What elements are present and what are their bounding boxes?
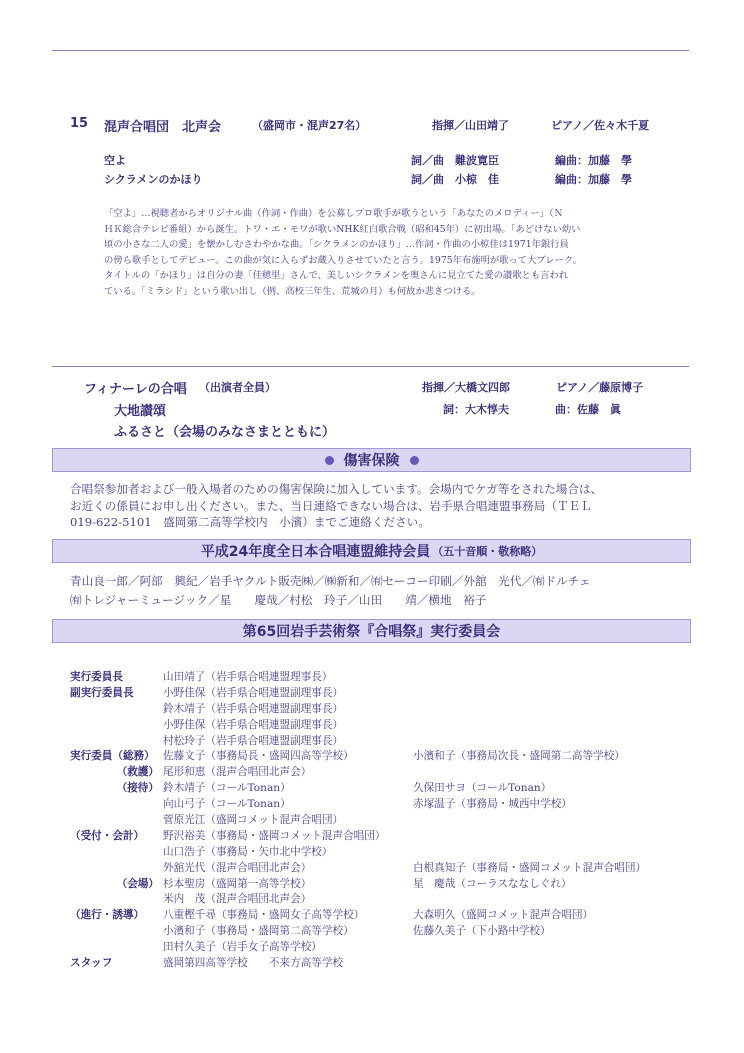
middle-rule [52,366,689,367]
piano-15: ピアノ／佐々木千夏 [551,119,650,132]
description-line: ている。「ミラシド」という歌い出し（例、高校三年生、荒城の月）も何故か悲きつける。 [104,285,481,297]
committee-member: 小野佳保（岩手県合唱連盟副理事長） [163,718,344,731]
committee-row [70,765,710,781]
committee-row [70,908,710,924]
committee-member: 小濱和子（事務局・盛岡第二高等学校） [163,925,354,938]
committee-role [70,718,163,734]
committee-row [70,686,710,702]
committee-role [70,813,163,829]
committee-member: 尾形和恵（混声合唱団北声会） [163,766,312,779]
members-line: ㈲トレジャーミュージック／星 慶哉／村松 玲子／山田 靖／横地 裕子 [70,593,487,607]
committee-member: 久保田サヨ（コールTonan） [413,782,552,795]
committee-role: （受付・会計） [70,829,145,842]
conductor-15: 指揮／山田靖了 [432,119,509,132]
committee-row [70,924,710,940]
committee-member: 佐藤文子（事務局長・盛岡四高等学校） [163,750,354,763]
committee-member: 菅原光江（盛岡コメット混声合唱団） [163,814,344,827]
bullet-icon [325,456,334,465]
committee-role [70,797,163,813]
choir-name: 混声合唱団 北声会 [104,120,222,135]
committee-member: 赤塚温子（事務局・城西中学校） [413,798,572,811]
committee-member: 米内 茂（混声合唱団北声会） [163,893,312,906]
members-line: 青山良一郎／阿部 興紀／岩手ヤクルト販売㈱／㈱新和／㈲セーコー印刷／外舘 光代／㈲ドルチェ [70,574,591,588]
committee-banner [52,619,691,643]
song-title: 空よ [104,154,126,167]
members-heading: 平成24年度全日本合唱連盟維持会員 [200,544,431,560]
committee-role: 実行委員（総務） [70,750,155,763]
finale-title: フィナーレの合唱 [84,382,187,397]
committee-row [70,749,710,765]
committee-role [70,892,163,908]
committee-role: スタッフ [70,957,113,970]
song-arrange: 編曲：加藤 學 [555,154,632,167]
committee-row [70,734,710,750]
committee-row [70,861,710,877]
description-line: 「空よ」…視聴者からオリジナル曲（作詞・作曲）を公募しプロ歌手が歌うという「あなたのメロディー」（Ｎ [104,208,563,219]
committee-member: 杉本聖房（盛岡第一高等学校） [163,877,312,890]
committee-member: 小野佳保（岩手県合唱連盟副理事長） [163,686,344,699]
description-line: タイトルの「かほり」は自分の妻「佳穂里」さんで、美しいシクラメンを奥さんに見立てた愛の讃歌とも言われ [104,270,569,282]
insurance-line: 019-622-5101 盛岡第二高等学校内 小濱）までご連絡ください。 [70,515,430,529]
description-line: ＨＫ総合テレビ番組）から誕生。トワ・エ・モワが歌いNHK紅白歌合戦（昭和45年）に初出場。「あどけない幼い [104,223,581,235]
finale-piano: ピアノ／藤原博子 [556,381,644,394]
program-number: 15 [70,116,89,131]
committee-row [70,829,710,845]
committee-member: 村松玲子（岩手県合唱連盟副理事長） [163,734,344,747]
insurance-text [70,481,602,531]
description-line: 頃の小さな二人の愛」を懐かしむさわやかな曲。「シクラメンのかほり」…作詞・作曲の小椋佳は1971年銀行員 [104,239,569,251]
insurance-banner [52,448,691,472]
committee-role [70,845,163,861]
members-heading-note: （五十音順・敬称略） [432,545,543,558]
committee-role [70,702,163,718]
committee-role: 副実行委員長 [70,686,134,699]
committee-member: 向山弓子（コールTonan） [163,798,291,811]
committee-row [70,956,710,972]
finale-song1-composer: 曲：佐藤 眞 [555,403,621,416]
committee-member: 山口浩子（事務局・矢巾北中学校） [163,845,333,858]
committee-role [70,924,163,940]
committee-row [70,877,710,893]
bullet-icon [410,456,419,465]
program-description [104,206,694,300]
committee-row [70,813,710,829]
members-banner [52,539,691,563]
committee-row [70,718,710,734]
choir-note: （盛岡市・混声27名） [252,119,367,132]
song-arrange: 編曲：加藤 學 [555,173,632,186]
committee-member: 鈴木靖子（コールTonan） [163,782,291,795]
finale-note: （出演者全員） [199,381,276,394]
insurance-line: お近くの係員にお申し出ください。また、当日連絡できない場合は、岩手県合唱連盟事務局（ＴＥＬ [70,498,592,513]
song-lyrics: 詞／曲 小椋 佳 [411,173,499,186]
committee-role: （会場） [116,877,159,890]
finale-conductor: 指揮／大橋文四郎 [422,381,510,394]
committee-role [70,734,163,750]
committee-row [70,702,710,718]
committee-role: 実行委員長 [70,671,123,683]
finale-song2: ふるさと（会場のみなさまとともに） [114,425,336,440]
committee-list [70,670,710,972]
committee-row [70,797,710,813]
committee-member: 星 慶哉（コーラスななしぐれ） [413,877,572,890]
committee-role [70,861,163,877]
committee-member: 佐藤久美子（下小路中学校） [413,925,551,938]
song-title: シクラメンのかほり [104,173,203,186]
committee-role: （救護） [116,766,159,779]
song-lyrics: 詞／曲 難波寛臣 [411,154,499,167]
committee-member: 八重樫千尋（事務局・盛岡女子高等学校） [163,909,365,922]
committee-role: （接待） [116,782,159,795]
committee-member: 白根真知子（事務局・盛岡コメット混声合唱団） [413,861,647,874]
committee-member: 山田靖了（岩手県合唱連盟理事長） [163,671,333,683]
committee-row [70,845,710,861]
finale-song1-lyrics: 詞：大木惇夫 [443,403,509,416]
committee-member: 鈴木靖子（岩手県合唱連盟副理事長） [163,702,344,715]
committee-row [70,670,710,686]
committee-role: （進行・誘導） [70,909,145,922]
description-line: の傍ら歌手としてデビュー。この曲が気に入らずお蔵入りさせていたと言う。1975年布施明が歌って大ブレーク。 [104,254,583,266]
committee-member: 外舘光代（混声合唱団北声会） [163,861,312,874]
committee-member: 野沢裕美（事務局・盛岡コメット混声合唱団） [163,829,386,842]
committee-member: 大森明久（盛岡コメット混声合唱団） [413,909,594,922]
committee-member: 小濱和子（事務局次長・盛岡第二高等学校） [413,750,625,763]
committee-role [70,940,163,956]
committee-row [70,940,710,956]
committee-member: 盛岡第四高等学校 不来方高等学校 [163,957,344,970]
insurance-line: 合唱祭参加者および一般入場者のための傷害保険に加入しています。会場内でケガ等をされた場合は、 [70,482,603,496]
members-text [70,572,591,610]
committee-member: 田村久美子（岩手女子高等学校） [163,941,322,954]
committee-row [70,892,710,908]
finale-song1: 大地讃頌 [114,404,167,419]
top-rule [52,50,689,51]
committee-row [70,781,710,797]
committee-heading: 第65回岩手芸術祭『合唱祭』実行委員会 [242,624,501,640]
insurance-heading: 傷害保険 [343,453,400,469]
